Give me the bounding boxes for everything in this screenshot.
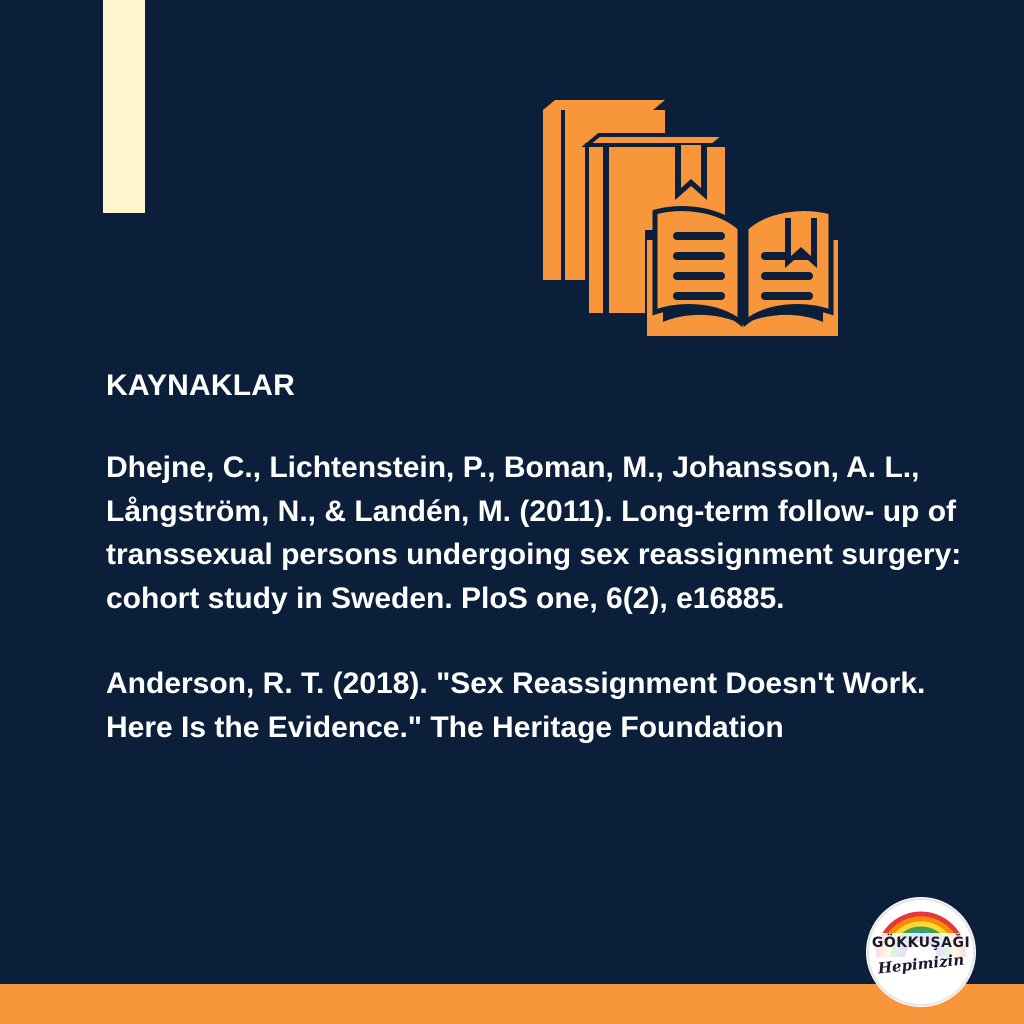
brand-logo <box>866 897 976 1007</box>
section-heading: KAYNAKLAR <box>106 369 296 402</box>
books-icon <box>535 100 855 350</box>
references-section <box>106 366 976 791</box>
logo-title: GÖKKUŞAĞI <box>871 935 971 951</box>
accent-bar <box>103 0 145 213</box>
logo-subtitle: Hepimizin <box>876 950 966 978</box>
reference-item: Dhejne, C., Lichtenstein, P., Boman, M., Johansson, A. L., Långström, N., & Landén, M. (2011). Long-term follow- up of transsexual persons undergoing sex reassignment surgery: cohort study in Sweden. PloS one, 6(2), e16885. <box>106 451 962 615</box>
reference-item: Anderson, R. T. (2018). "Sex Reassignment Doesn't Work. Here Is the Evidence." The Heritage Foundation <box>106 667 926 744</box>
